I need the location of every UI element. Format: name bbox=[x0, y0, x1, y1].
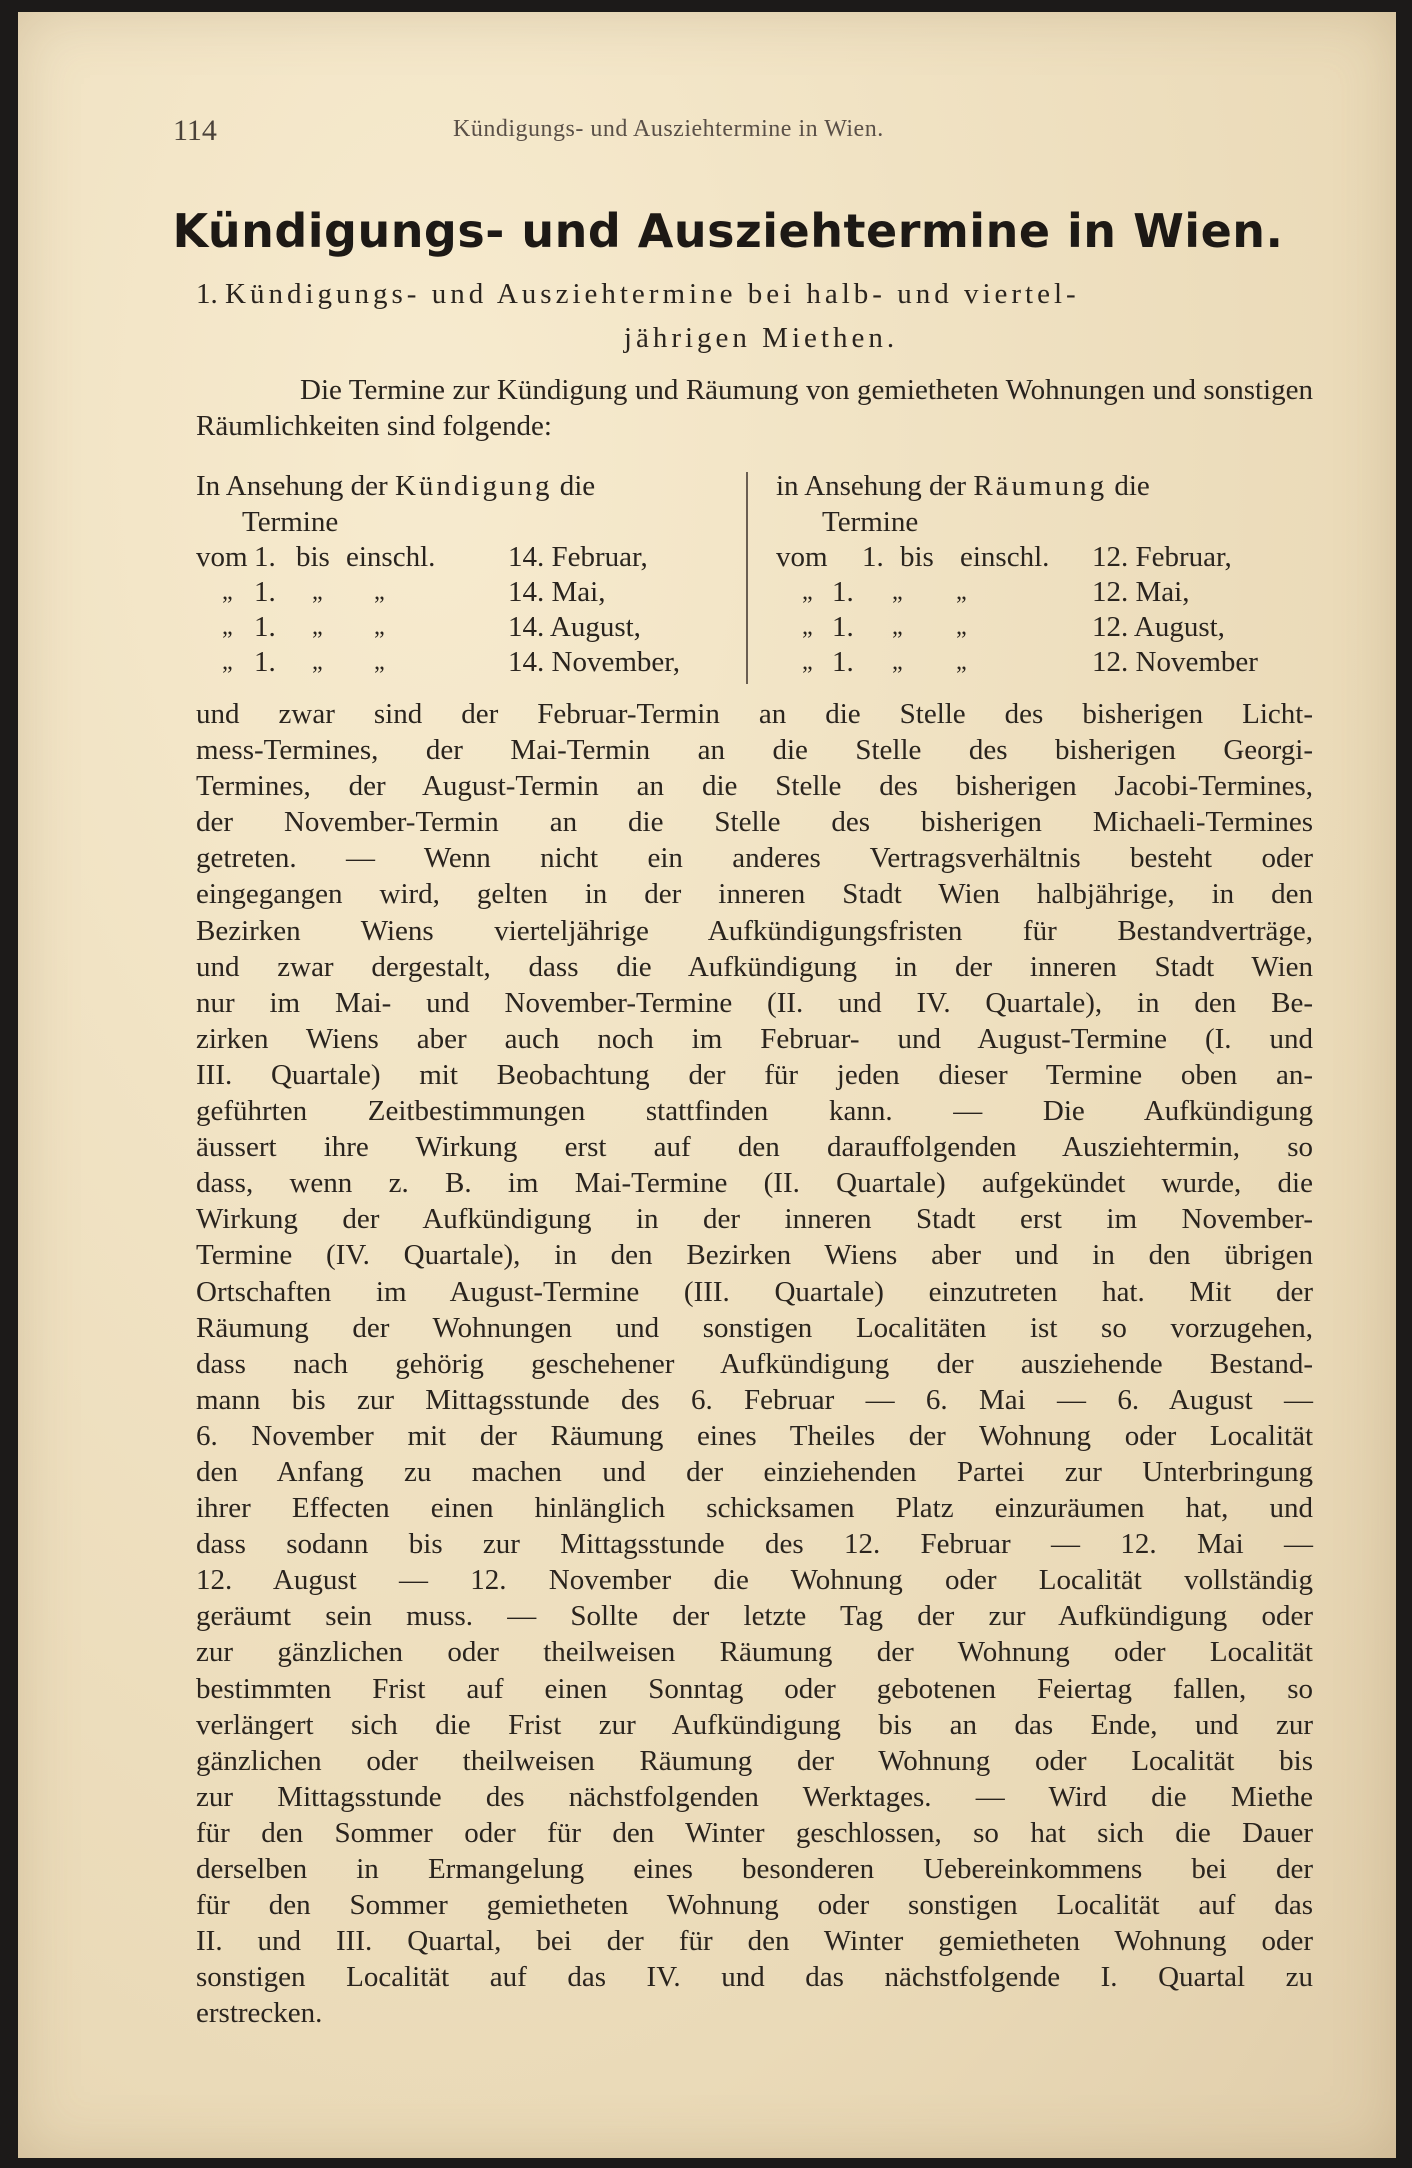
text-line: Räumung der Wohnungen und sonstigen Localitäten ist so vorzugehen, bbox=[196, 1311, 1313, 1344]
bis-label: bis bbox=[296, 541, 330, 573]
text-line: Ortschaften im August-Termine (III. Quartale) einzutreten hat. Mit der bbox=[196, 1275, 1313, 1308]
date-value: 14. August, bbox=[508, 611, 641, 643]
text-line: II. und III. Quartal, bei der für den Winter gemietheten Wohnung oder bbox=[196, 1925, 1313, 1958]
ditto-mark: „ bbox=[312, 649, 323, 675]
ditto-mark: „ bbox=[956, 579, 967, 605]
date-value: 12. Februar, bbox=[1092, 541, 1232, 573]
text-line: der November-Termin an die Stelle des bisherigen Michaeli-Termines bbox=[196, 806, 1313, 839]
text-line: III. Quartale) mit Beobachtung der für jeden dieser Termine oben an- bbox=[196, 1058, 1313, 1091]
ditto-mark: „ bbox=[222, 649, 233, 675]
text-line: geführten Zeitbestimmungen stattfinden kann. — Die Aufkündigung bbox=[196, 1095, 1313, 1128]
page-title: Kündigungs- und Ausziehtermine in Wien. bbox=[172, 204, 1284, 258]
text-line: geräumt sein muss. — Sollte der letzte Tag der zur Aufkündigung oder bbox=[196, 1600, 1313, 1633]
date-value: 14. Mai, bbox=[508, 576, 606, 608]
column-heading bbox=[196, 468, 716, 540]
column-heading-key: Räumung bbox=[973, 470, 1108, 502]
column-heading-key: Kündigung bbox=[394, 470, 553, 502]
column-heading-line2: Termine bbox=[242, 506, 339, 538]
ditto-mark: „ bbox=[374, 614, 385, 640]
termination-dates-column bbox=[196, 468, 716, 680]
section-number: 1. bbox=[196, 278, 218, 310]
day-value: 1. bbox=[832, 576, 854, 608]
day-value: 1. bbox=[832, 646, 854, 678]
ditto-mark: „ bbox=[956, 614, 967, 640]
section-heading-line1: Kündigungs- und Ausziehtermine bei halb- und viertel- bbox=[225, 278, 1080, 310]
text-line: Bezirken Wiens vierteljährige Aufkündigungsfristen für Bestandverträge, bbox=[196, 914, 1313, 947]
ditto-mark: „ bbox=[374, 579, 385, 605]
text-line: 12. August — 12. November die Wohnung oder Localität vollständig bbox=[196, 1564, 1313, 1597]
book-page bbox=[18, 12, 1396, 2158]
column-heading-line2: Termine bbox=[822, 506, 919, 538]
ditto-mark: „ bbox=[222, 614, 233, 640]
ditto-mark: „ bbox=[312, 579, 323, 605]
text-line: erstrecken. bbox=[196, 1997, 323, 2030]
table-row bbox=[196, 645, 716, 680]
text-line: für den Sommer gemietheten Wohnung oder sonstigen Localität auf das bbox=[196, 1889, 1313, 1922]
text-line: Termines, der August-Termin an die Stelle des bisherigen Jacobi-Termines, bbox=[196, 770, 1313, 803]
table-row bbox=[776, 610, 1296, 645]
date-value: 14. November, bbox=[508, 646, 680, 678]
text-line: den Anfang zu machen und der einziehenden Partei zur Unterbringung bbox=[196, 1455, 1313, 1488]
text-line: und zwar sind der Februar-Termin an die Stelle des bisherigen Licht- bbox=[196, 698, 1313, 730]
running-head bbox=[173, 114, 1293, 150]
text-line: mess-Termines, der Mai-Termin an die Stelle des bisherigen Georgi- bbox=[196, 734, 1313, 767]
text-line: verlängert sich die Frist zur Aufkündigung bis an das Ende, und zur bbox=[196, 1708, 1313, 1741]
text-line: nur im Mai- und November-Termine (II. und IV. Quartale), in den Be- bbox=[196, 986, 1313, 1019]
column-heading bbox=[776, 468, 1296, 540]
column-heading-prefix: In Ansehung der bbox=[196, 470, 388, 502]
vacating-dates-column bbox=[776, 468, 1296, 680]
ditto-mark: „ bbox=[222, 579, 233, 605]
day-value: 1. bbox=[254, 646, 276, 678]
ditto-mark: „ bbox=[892, 614, 903, 640]
text-line: dass sodann bis zur Mittagsstunde des 12. Februar — 12. Mai — bbox=[196, 1528, 1313, 1561]
text-line: zirken Wiens aber auch noch im Februar- und August-Termine (I. und bbox=[196, 1022, 1313, 1055]
text-line: dass nach gehörig geschehener Aufkündigung der ausziehende Bestand- bbox=[196, 1347, 1313, 1380]
column-divider bbox=[746, 472, 748, 684]
text-line: Wirkung der Aufkündigung in der inneren Stadt erst im November- bbox=[196, 1203, 1313, 1236]
table-row bbox=[776, 540, 1296, 575]
table-row bbox=[196, 610, 716, 645]
vom-label: vom bbox=[776, 541, 828, 573]
einschl-label: einschl. bbox=[346, 541, 436, 573]
table-row bbox=[776, 575, 1296, 610]
text-line: zur gänzlichen oder theilweisen Räumung der Wohnung oder Localität bbox=[196, 1636, 1313, 1669]
day-value: 1. bbox=[254, 541, 276, 573]
column-heading-suffix: die bbox=[559, 470, 596, 502]
day-value: 1. bbox=[832, 611, 854, 643]
section-heading-line2: jährigen Miethen. bbox=[623, 322, 899, 354]
table-row bbox=[196, 540, 716, 575]
text-line: mann bis zur Mittagsstunde des 6. Februar — 6. Mai — 6. August — bbox=[196, 1383, 1313, 1416]
running-title: Kündigungs- und Ausziehtermine in Wien. bbox=[453, 116, 884, 142]
text-line: und zwar dergestalt, dass die Aufkündigung in der inneren Stadt Wien bbox=[196, 950, 1313, 983]
vom-label: vom bbox=[196, 541, 248, 573]
date-value: 12. November bbox=[1092, 646, 1258, 678]
day-value: 1. bbox=[862, 541, 884, 573]
text-line: getreten. — Wenn nicht ein anderes Vertragsverhältnis besteht oder bbox=[196, 842, 1313, 875]
ditto-mark: „ bbox=[802, 579, 813, 605]
intro-paragraph: Die Termine zur Kündigung und Räumung von gemietheten Wohnungen und sonstigen Räumlichkeiten sind folgende: bbox=[196, 374, 1313, 442]
body-paragraph bbox=[196, 696, 1313, 2031]
ditto-mark: „ bbox=[802, 614, 813, 640]
day-value: 1. bbox=[254, 576, 276, 608]
ditto-mark: „ bbox=[892, 579, 903, 605]
text-line: Termine (IV. Quartale), in den Bezirken Wiens aber und in den übrigen bbox=[196, 1239, 1313, 1272]
day-value: 1. bbox=[254, 611, 276, 643]
page-number: 114 bbox=[173, 114, 217, 147]
text-line: dass, wenn z. B. im Mai-Termine (II. Quartale) aufgekündet wurde, die bbox=[196, 1167, 1313, 1200]
table-row bbox=[196, 575, 716, 610]
date-value: 14. Februar, bbox=[508, 541, 648, 573]
text-line: sonstigen Localität auf das IV. und das nächstfolgende I. Quartal zu bbox=[196, 1961, 1313, 1994]
date-value: 12. Mai, bbox=[1092, 576, 1190, 608]
text-line: für den Sommer oder für den Winter geschlossen, so hat sich die Dauer bbox=[196, 1816, 1313, 1849]
column-heading-prefix: in Ansehung der bbox=[776, 470, 967, 502]
table-row bbox=[776, 645, 1296, 680]
date-value: 12. August, bbox=[1092, 611, 1225, 643]
text-line: 6. November mit der Räumung eines Theiles der Wohnung oder Localität bbox=[196, 1419, 1313, 1452]
text-line: ihrer Effecten einen hinlänglich schicksamen Platz einzuräumen hat, und bbox=[196, 1492, 1313, 1525]
ditto-mark: „ bbox=[892, 649, 903, 675]
text-line: derselben in Ermangelung eines besonderen Uebereinkommens bei der bbox=[196, 1853, 1313, 1885]
text-line: bestimmten Frist auf einen Sonntag oder gebotenen Feiertag fallen, so bbox=[196, 1672, 1313, 1705]
column-heading-suffix: die bbox=[1114, 470, 1150, 502]
bis-label: bis bbox=[900, 541, 934, 573]
section-heading bbox=[196, 272, 1316, 360]
text-line: zur Mittagsstunde des nächstfolgenden Werktages. — Wird die Miethe bbox=[196, 1780, 1313, 1813]
text-line: äussert ihre Wirkung erst auf den darauffolgenden Ausziehtermin, so bbox=[196, 1131, 1313, 1164]
ditto-mark: „ bbox=[374, 649, 385, 675]
ditto-mark: „ bbox=[802, 649, 813, 675]
ditto-mark: „ bbox=[956, 649, 967, 675]
text-line: eingegangen wird, gelten in der inneren Stadt Wien halbjährige, in den bbox=[196, 878, 1313, 911]
einschl-label: einschl. bbox=[960, 541, 1050, 573]
ditto-mark: „ bbox=[312, 614, 323, 640]
text-line: gänzlichen oder theilweisen Räumung der Wohnung oder Localität bis bbox=[196, 1744, 1313, 1777]
